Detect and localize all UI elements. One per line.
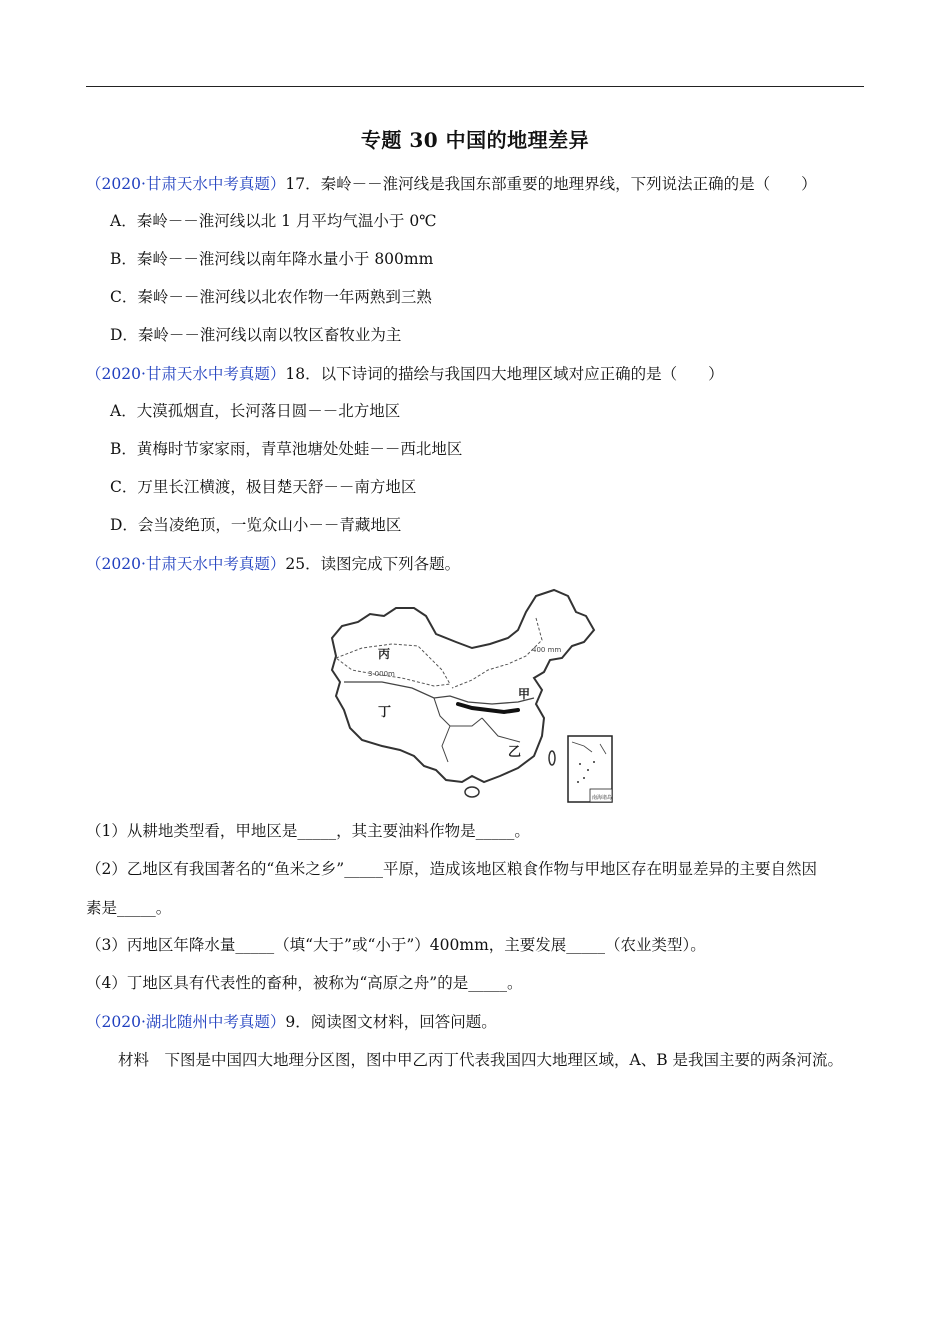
option-a: A．大漠孤烟直，长河落日圆－－北方地区 [110,402,401,420]
question-17 [86,174,817,194]
sub-question-2-cont: 素是_____。 [86,899,172,917]
contour-3000m [336,644,450,686]
page-title: 专题 30 中国的地理差异 [360,128,590,152]
question-stem: 9．阅读图文材料，回答问题。 [285,1013,497,1031]
question-stem: 17．秦岭－－淮河线是我国东部重要的地理界线，下列说法正确的是（ ） [285,175,817,193]
sub-question-3: （3）丙地区年降水量_____（填“大于”或“小于”）400mm，主要发展_____（农业类型）。 [86,936,706,954]
china-region-map [322,586,618,806]
label-inset: 南海诸岛 [592,795,613,801]
question-source: （2020·甘肃天水中考真题） [86,365,286,383]
sub-question-2: （2）乙地区有我国著名的“鱼米之乡”_____平原，造成该地区粮食作物与甲地区存在明显差异的主要自然因 [86,860,817,878]
question-stem: 25．读图完成下列各题。 [285,555,461,573]
option-b: B．秦岭－－淮河线以南年降水量小于 800mm [110,250,434,268]
label-400mm: 400 mm [532,646,562,654]
option-c: C．万里长江横渡，极目楚天舒－－南方地区 [110,478,417,496]
isohyet-400mm [452,618,542,688]
question-source: （2020·湖北随州中考真题） [86,1013,286,1031]
question-stem: 18．以下诗词的描绘与我国四大地理区域对应正确的是（ ） [285,365,724,383]
question-9 [86,1012,497,1032]
hainan-island [465,787,479,797]
option-a: A．秦岭－－淮河线以北 1 月平均气温小于 0℃ [110,212,437,230]
question-source: （2020·甘肃天水中考真题） [86,555,286,573]
question-18 [86,364,724,384]
option-d: D．会当凌绝顶，一览众山小－－青藏地区 [110,516,402,534]
label-yi: 乙 [508,745,522,760]
label-bing: 丙 [378,647,391,661]
sub-question-1: （1）从耕地类型看，甲地区是_____，其主要油料作物是_____。 [86,822,530,840]
taiwan-island [549,751,555,765]
question-25 [86,554,460,574]
sub-question-4: （4）丁地区具有代表性的畜种，被称为“高原之舟”的是_____。 [86,974,523,992]
option-d: D．秦岭－－淮河线以南以牧区畜牧业为主 [110,326,402,344]
region-boundary [442,726,450,762]
qinling-huaihe-line [458,704,518,712]
material-paragraph: 材料 下图是中国四大地理分区图，图中甲乙丙丁代表我国四大地理区域，A、B 是我国主要的两条河流。 [118,1051,844,1069]
label-ding: 丁 [378,705,392,720]
label-jia: 甲 [518,687,531,701]
label-3000m: 3 000m [368,670,395,678]
option-c: C．秦岭－－淮河线以北农作物一年两熟到三熟 [110,288,432,306]
header-rule [86,86,864,87]
option-b: B．黄梅时节家家雨，青草池塘处处蛙－－西北地区 [110,440,463,458]
region-boundary [482,718,520,742]
question-source: （2020·甘肃天水中考真题） [86,175,286,193]
